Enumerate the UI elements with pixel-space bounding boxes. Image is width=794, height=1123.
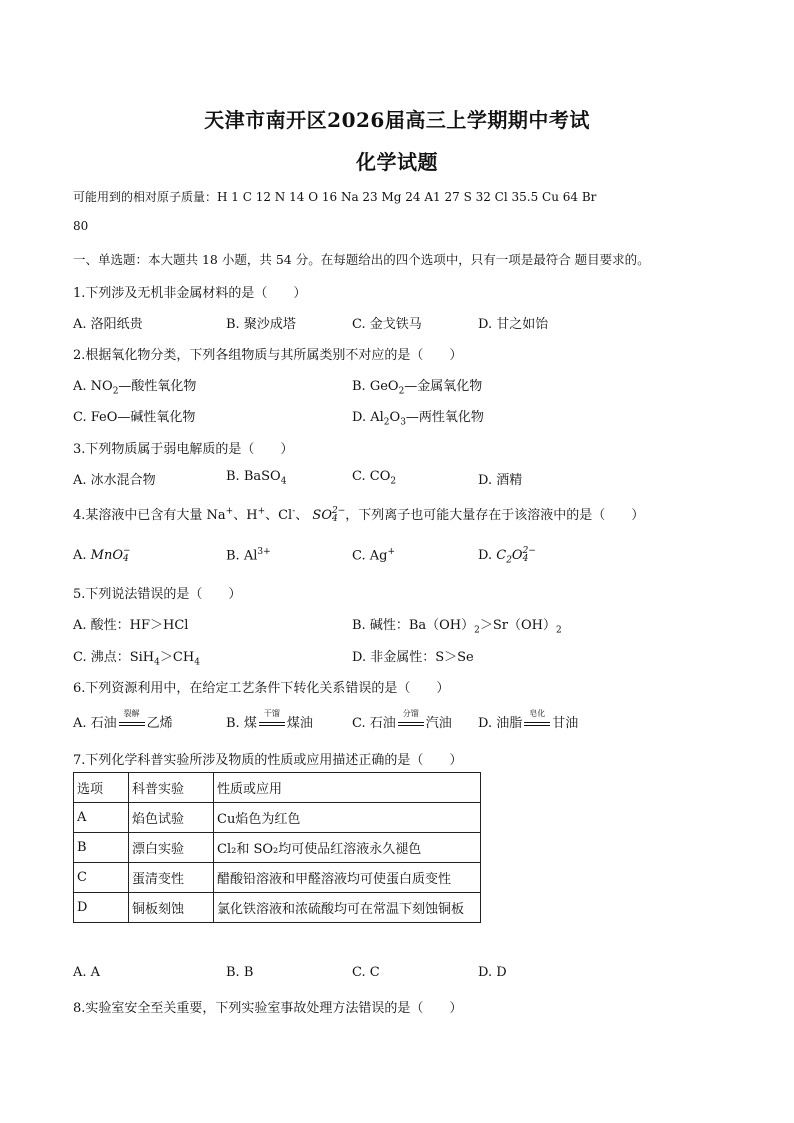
q6-a-pre: A. 石油 bbox=[73, 716, 117, 731]
q2-a-post: —酸性氧化物 bbox=[118, 379, 197, 394]
q2-b-pre: B. GeO bbox=[352, 379, 399, 394]
q4-a-lbl: A. bbox=[73, 548, 91, 563]
q3-option-d: D. 酒精 bbox=[478, 473, 523, 488]
q1-stem: 1.下列涉及无机非金属材料的是（ ） bbox=[73, 286, 307, 301]
q4-stem-pre: 4.某溶液中已含有大量 Na bbox=[73, 508, 226, 523]
q2-b-post: —金属氧化物 bbox=[404, 379, 483, 394]
q6-option-a bbox=[73, 709, 173, 731]
q7-option-a: A. A bbox=[73, 965, 101, 980]
q7-cell: 漂白实验 bbox=[129, 833, 214, 863]
q3-b-pre: B. BaSO bbox=[226, 469, 281, 484]
q6-option-c bbox=[352, 709, 452, 731]
q4-h-sup: + bbox=[257, 506, 266, 517]
q7-option-d: D. D bbox=[478, 965, 507, 980]
q7-cell: 蛋清变性 bbox=[129, 863, 214, 893]
q4-so4-sup: 2− bbox=[332, 506, 346, 516]
q5-option-b bbox=[352, 614, 562, 636]
q7-header-cell: 性质或应用 bbox=[214, 773, 481, 803]
q2-b-sub: 2 bbox=[398, 386, 405, 397]
q7-header-cell: 选项 bbox=[74, 773, 129, 803]
q2-d-sub1: 2 bbox=[383, 417, 390, 428]
q7-option-b: B. B bbox=[226, 965, 254, 980]
q4-b-pre: B. Al bbox=[226, 548, 258, 564]
q6-c-post: 汽油 bbox=[425, 716, 452, 731]
q2-stem: 2.根据氧化物分类，下列各组物质与其所属类别不对应的是（ ） bbox=[73, 348, 463, 363]
q6-c-pre: C. 石油 bbox=[352, 716, 396, 731]
q2-a-pre: A. NO bbox=[73, 379, 113, 394]
q4-stem-post: ，下列离子也可能大量存在于该溶液中的是（ ） bbox=[345, 508, 645, 523]
q4-b-sup: 3+ bbox=[257, 547, 271, 557]
q4-sep: 、 bbox=[295, 508, 309, 523]
q5-option-d: D. 非金属性：S＞Se bbox=[352, 650, 474, 665]
q1-option-c: C. 金戈铁马 bbox=[352, 317, 422, 332]
q6-b-cond: 干馏 bbox=[263, 709, 280, 718]
q5-b-pre: B. 碱性：Ba（OH） bbox=[352, 618, 475, 633]
q4-na-sup: + bbox=[225, 506, 234, 517]
q7-row-c bbox=[74, 863, 481, 893]
q3-stem: 3.下列物质属于弱电解质的是（ ） bbox=[73, 442, 294, 457]
q3-option-c bbox=[352, 469, 396, 487]
q4-a-sup: − bbox=[123, 546, 131, 556]
q7-cell: 氯化铁溶液和浓硫酸均可在常温下刻蚀铜板 bbox=[214, 893, 481, 923]
q4-d-sub1: 2 bbox=[506, 555, 512, 566]
q2-a-sub: 2 bbox=[112, 386, 119, 397]
q7-cell: A bbox=[74, 803, 129, 833]
q4-cl: 、Cl bbox=[265, 508, 293, 523]
q6-b-arrow bbox=[259, 709, 285, 728]
atomic-mass-continued: 80 bbox=[73, 219, 89, 233]
q6-option-b bbox=[226, 709, 313, 731]
q2-d-pre: D. Al bbox=[352, 410, 384, 425]
q5-c-sub1: 4 bbox=[154, 657, 160, 668]
q4-so4: SO bbox=[312, 508, 332, 523]
q5-stem: 5.下列说法错误的是（ ） bbox=[73, 587, 242, 602]
q4-option-b bbox=[226, 547, 271, 563]
q7-stem: 7.下列化学科普实验所涉及物质的性质或应用描述正确的是（ ） bbox=[73, 753, 463, 768]
q4-option-a bbox=[73, 547, 131, 563]
q6-d-arrow bbox=[524, 709, 550, 728]
q4-c-sup: + bbox=[387, 547, 396, 557]
q7-cell: 焰色试验 bbox=[129, 803, 214, 833]
q7-row-d bbox=[74, 893, 481, 923]
exam-subtitle: 化学试题 bbox=[356, 150, 438, 174]
q6-d-post: 甘油 bbox=[552, 716, 579, 731]
q6-stem: 6.下列资源利用中，在给定工艺条件下转化关系错误的是（ ） bbox=[73, 681, 450, 696]
q4-so4-sub: 4 bbox=[332, 514, 338, 524]
q4-a-sub: 4 bbox=[123, 554, 129, 564]
q4-cl-sup: - bbox=[292, 506, 296, 517]
q5-option-c bbox=[73, 646, 200, 668]
q2-option-a bbox=[73, 375, 196, 397]
q4-stem bbox=[73, 504, 644, 523]
section-heading: 一、单选题：本大题共 18 小题，共 54 分。在每题给出的四个选项中，只有一项是最符合 题目要求的。 bbox=[73, 252, 650, 267]
atomic-mass-line: 可能用到的相对原子质量：H 1 C 12 N 14 O 16 Na 23 Mg 24 A1 27 S 32 Cl 35.5 Cu 64 Br bbox=[73, 190, 597, 204]
q2-d-mid: O bbox=[389, 410, 401, 425]
q4-c-pre: C. Ag bbox=[352, 548, 388, 564]
q6-a-arrow bbox=[119, 709, 145, 728]
q3-option-b bbox=[226, 469, 286, 487]
q5-c-mid: ＞CH bbox=[159, 650, 195, 665]
q4-d-sub2: 4 bbox=[522, 554, 529, 564]
q7-cell: Cu焰色为红色 bbox=[214, 803, 481, 833]
q2-option-c: C. FeO—碱性氧化物 bbox=[73, 410, 196, 425]
q7-option-c: C. C bbox=[352, 965, 380, 980]
q1-option-b: B. 聚沙成塔 bbox=[226, 317, 296, 332]
q7-header-cell: 科普实验 bbox=[129, 773, 214, 803]
q1-option-a: A. 洛阳纸贵 bbox=[73, 317, 143, 332]
q1-option-d: D. 甘之如饴 bbox=[478, 317, 549, 332]
q6-d-pre: D. 油脂 bbox=[478, 716, 523, 731]
q6-c-cond: 分馏 bbox=[402, 709, 419, 718]
q4-d-ion2: O bbox=[511, 548, 523, 563]
q8-stem: 8.实验室安全至关重要，下列实验室事故处理方法错误的是（ ） bbox=[73, 1001, 463, 1016]
exam-title: 天津市南开区2026届高三上学期期中考试 bbox=[204, 108, 590, 132]
q6-option-d bbox=[478, 709, 579, 731]
q6-a-cond: 裂解 bbox=[123, 709, 140, 718]
q6-d-cond: 皂化 bbox=[529, 709, 546, 718]
q5-option-a: A. 酸性：HF＞HCl bbox=[73, 618, 189, 633]
q4-h: 、H bbox=[233, 508, 258, 523]
q6-a-post: 乙烯 bbox=[146, 716, 173, 731]
q6-c-arrow bbox=[398, 709, 424, 728]
q5-b-mid: ＞Sr（OH） bbox=[479, 618, 556, 633]
q4-d-ion1: C bbox=[496, 548, 507, 563]
q7-cell: 铜板刻蚀 bbox=[129, 893, 214, 923]
q7-row-a bbox=[74, 803, 481, 833]
q7-row-b bbox=[74, 833, 481, 863]
q3-c-pre: C. CO bbox=[352, 469, 391, 484]
q6-b-post: 煤油 bbox=[286, 716, 313, 731]
q2-option-d bbox=[352, 406, 484, 428]
q4-a-ion: MnO bbox=[90, 548, 123, 563]
q5-b-sub2: 2 bbox=[555, 625, 562, 636]
q6-b-pre: B. 煤 bbox=[226, 716, 257, 731]
q7-cell: 醋酸铅溶液和甲醛溶液均可使蛋白质变性 bbox=[214, 863, 481, 893]
q4-option-c bbox=[352, 547, 395, 563]
q7-cell: D bbox=[74, 893, 129, 923]
q7-table bbox=[73, 772, 481, 923]
q2-option-b bbox=[352, 375, 482, 397]
q4-d-sup: 2− bbox=[522, 546, 536, 556]
q3-b-sub: 4 bbox=[280, 476, 287, 487]
q7-header-row bbox=[74, 773, 481, 803]
q2-d-post: —两性氧化物 bbox=[405, 410, 484, 425]
q3-c-sub: 2 bbox=[390, 476, 397, 487]
q7-cell: Cl₂和 SO₂均可使品红溶液永久褪色 bbox=[214, 833, 481, 863]
q2-d-sub2: 3 bbox=[400, 417, 406, 428]
q3-option-a: A. 冰水混合物 bbox=[73, 473, 156, 488]
q4-option-d bbox=[478, 547, 536, 566]
q7-cell: B bbox=[74, 833, 129, 863]
q5-c-pre: C. 沸点：SiH bbox=[73, 650, 155, 665]
q7-cell: C bbox=[74, 863, 129, 893]
q4-d-lbl: D. bbox=[478, 548, 497, 563]
q5-c-sub2: 4 bbox=[194, 657, 200, 668]
q5-b-sub1: 2 bbox=[474, 625, 480, 636]
